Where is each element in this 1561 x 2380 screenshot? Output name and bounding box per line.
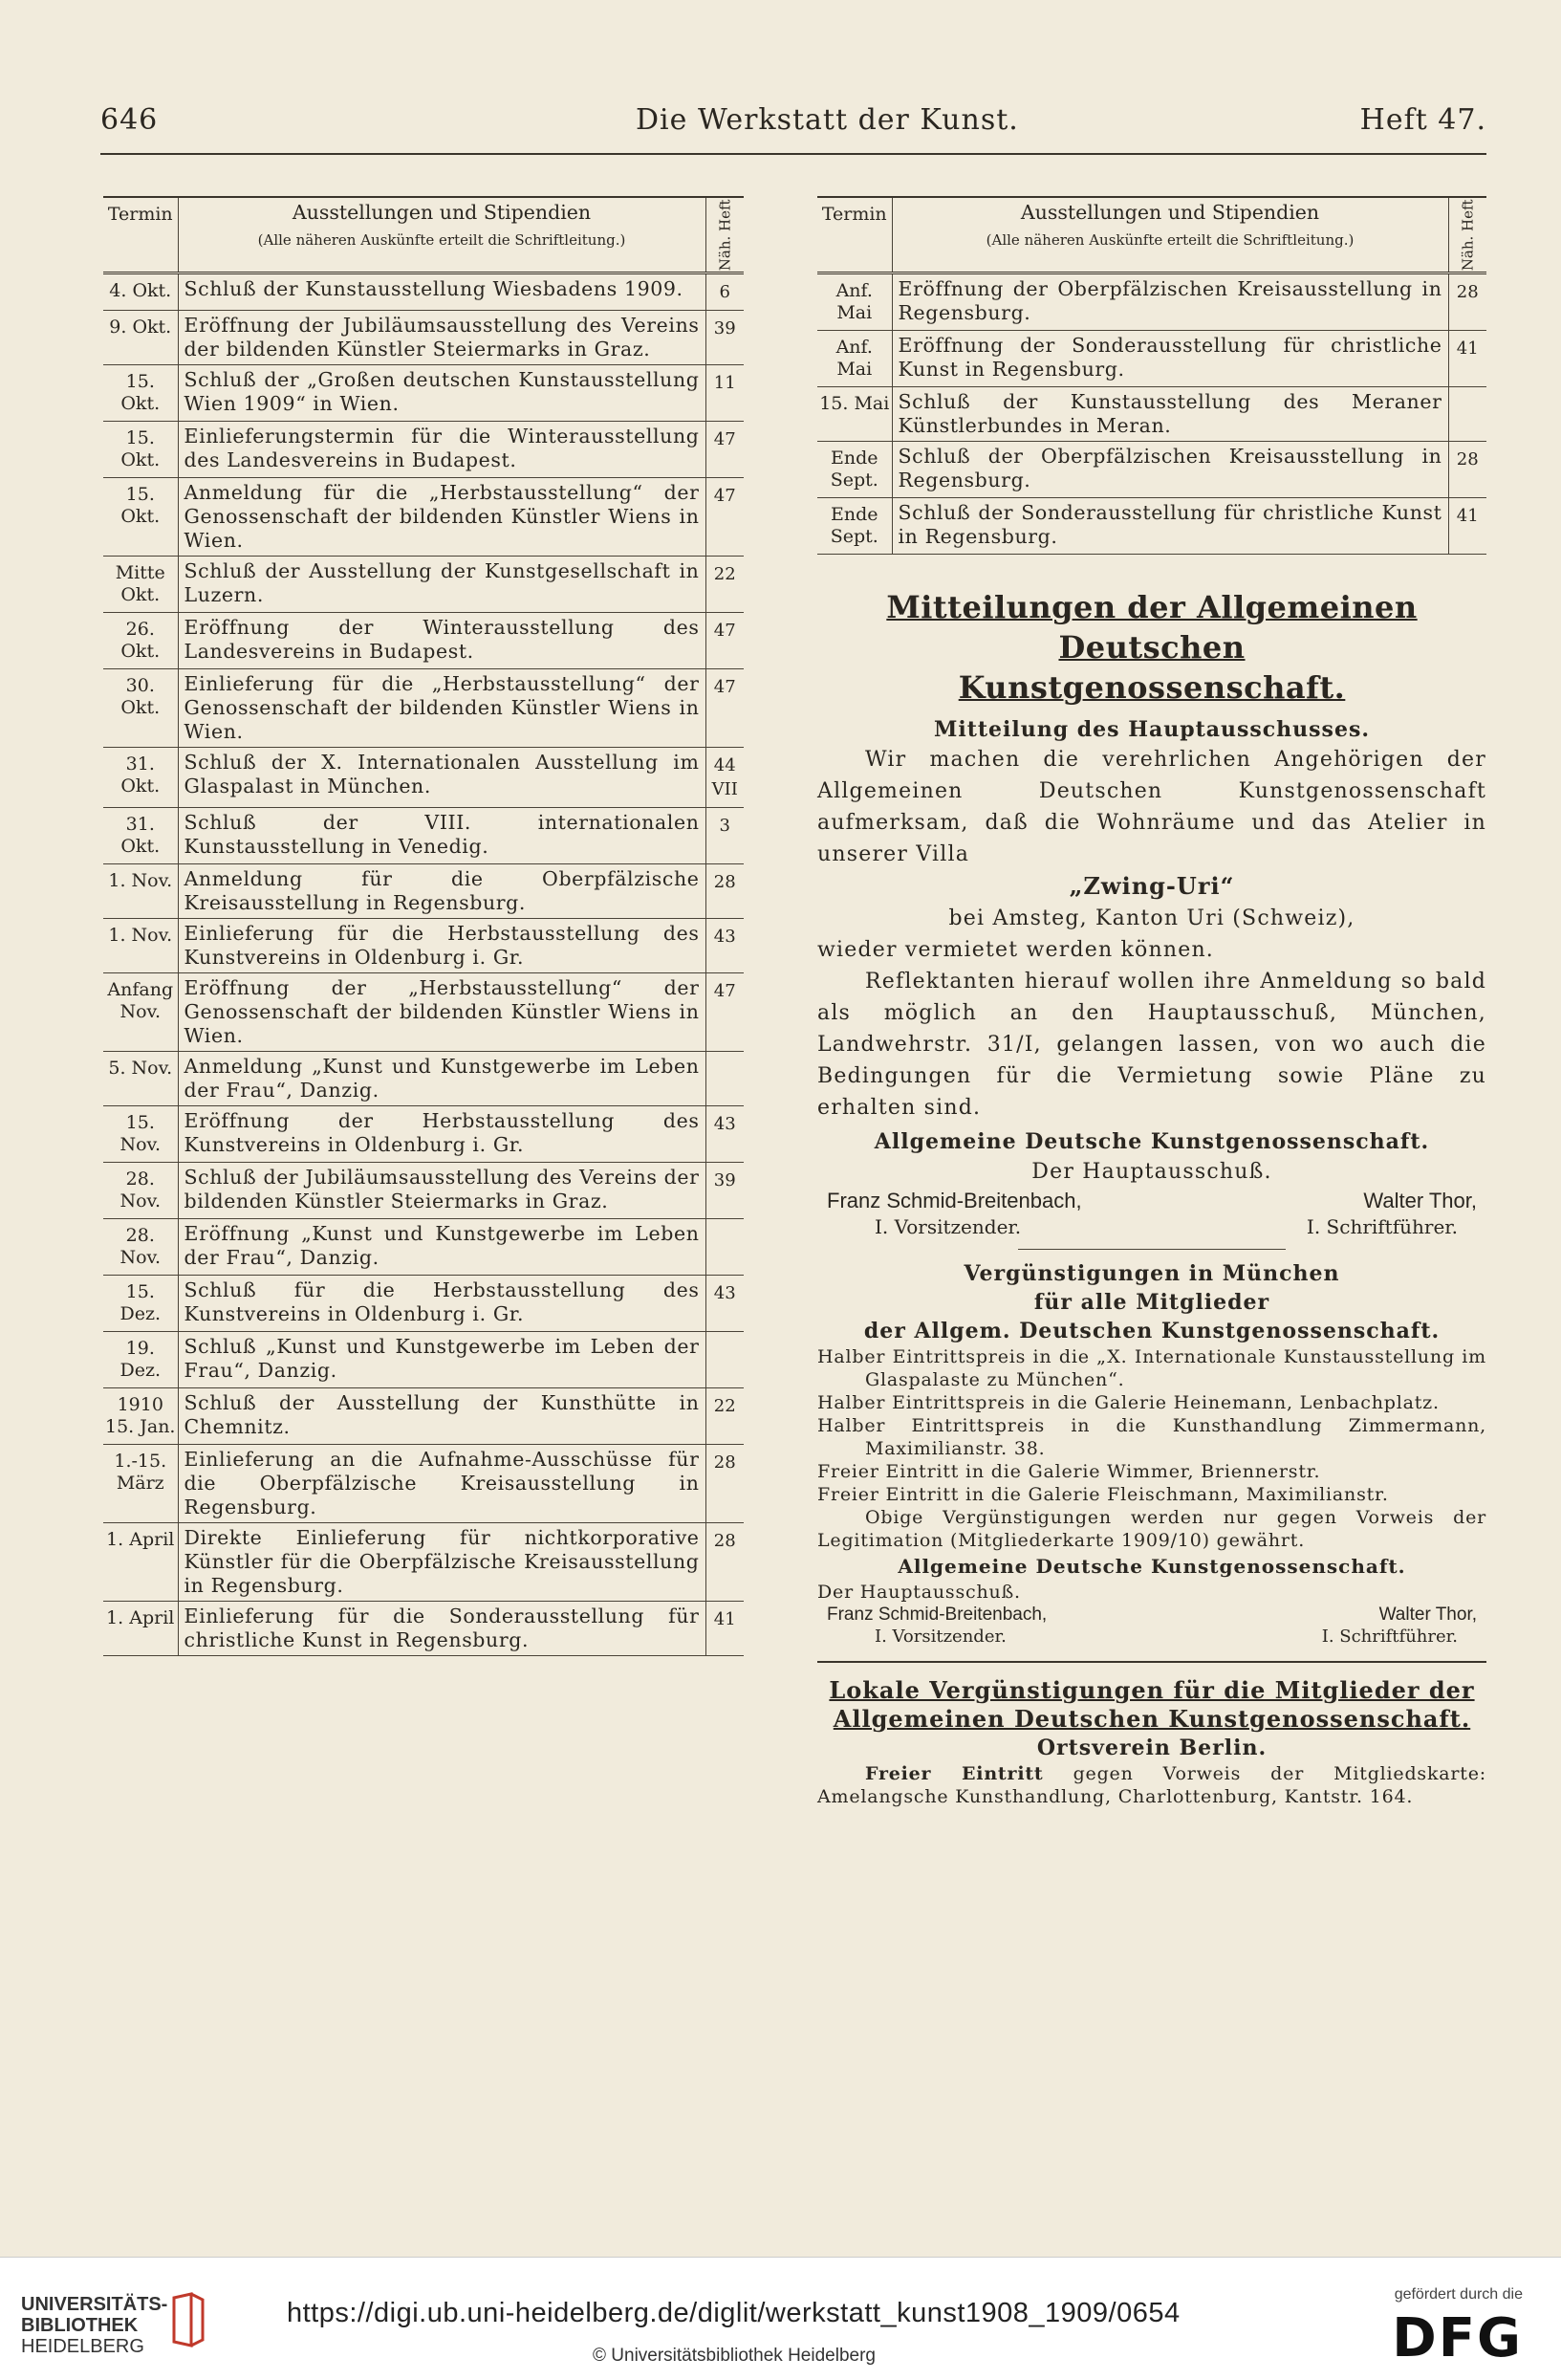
row-termin: 1. Nov. — [103, 919, 178, 973]
row-heft: 41 — [1448, 331, 1486, 387]
villa-location: bei Amsteg, Kanton Uri (Schweiz), — [948, 906, 1355, 930]
row-heft: 28 — [1448, 273, 1486, 331]
header-rule — [100, 153, 1486, 155]
row-description: Einlieferungstermin für die Winterausstellung des Landesvereins in Budapest. — [178, 422, 705, 478]
row-termin: 31. Okt. — [103, 748, 178, 808]
ortsverein-heading: Ortsverein Berlin. — [1036, 1736, 1268, 1760]
signature-roles — [817, 1214, 1486, 1239]
col-header-title — [892, 197, 1448, 273]
exhibitions-table-left — [103, 196, 744, 1656]
row-description: Eröffnung der Jubiläumsausstellung des Vereins der bildenden Künstler Steiermarks in Graz. — [178, 311, 705, 365]
row-heft: 3 — [705, 808, 744, 864]
row-description: Einlieferung für die Herbstausstellung des Kunstvereins in Oldenburg i. Gr. — [178, 919, 705, 973]
mitteilung-para2: wieder vermietet werden können. — [817, 938, 1215, 962]
table-row — [103, 973, 744, 1052]
row-description: Eröffnung „Kunst und Kunstgewerbe im Leben der Frau“, Danzig. — [178, 1219, 705, 1276]
row-description: Eröffnung der „Herbstausstellung“ der Genossenschaft der bildenden Künstler Wiens in Wien. — [178, 973, 705, 1052]
heft-label: Näh. Heft — [715, 199, 733, 272]
running-header — [100, 103, 1486, 151]
table-row — [817, 331, 1486, 387]
table-title: Ausstellungen und Stipendien — [292, 201, 592, 224]
lokale-heading-1: Lokale Vergünstigungen für die Mitglieder der — [829, 1676, 1475, 1704]
table-row — [103, 365, 744, 422]
signatory-1-name: Franz Schmid-Breitenbach, — [827, 1605, 1048, 1625]
verg-list-item: Freier Eintritt in die Galerie Fleischmann, Maximilianstr. — [817, 1484, 1389, 1505]
table-row — [817, 387, 1486, 442]
mitteilungen-section — [817, 587, 1486, 1250]
table-row — [103, 669, 744, 748]
right-column — [817, 196, 1486, 1808]
row-heft: 39 — [705, 1163, 744, 1219]
mitteilung-para1: Wir machen die verehrlichen Angehörigen der Allgemeinen Deutschen Kunstgenossenschaft aufmerksam, daß die Wohnräume und das Atelier in unserer Villa — [817, 748, 1486, 866]
mitteilungen-heading-2: Kunstgenossenschaft. — [958, 669, 1346, 706]
col-header-title — [178, 197, 705, 273]
row-description: Anmeldung für die Oberpfälzische Kreisausstellung in Regensburg. — [178, 864, 705, 919]
row-heft: 28 — [705, 864, 744, 919]
row-heft — [705, 1219, 744, 1276]
row-description: Anmeldung „Kunst und Kunstgewerbe im Leben der Frau“, Danzig. — [178, 1052, 705, 1106]
table-row — [103, 1276, 744, 1332]
verg-list-item: Halber Eintrittspreis in die Galerie Heinemann, Lenbachplatz. — [817, 1392, 1440, 1413]
lokale-text — [817, 1762, 1486, 1808]
table-row — [103, 1106, 744, 1163]
row-termin: 4. Okt. — [103, 273, 178, 311]
left-table-body — [103, 273, 744, 1656]
row-termin: Anf. Mai — [817, 273, 892, 331]
signatory-2-name: Walter Thor, — [1378, 1605, 1477, 1625]
row-description: Schluß der VIII. internationalen Kunstausstellung in Venedig. — [178, 808, 705, 864]
signatory-2-name: Walter Thor, — [1363, 1189, 1477, 1212]
lokale-heading-2: Allgemeinen Deutschen Kunstgenossenschaft. — [833, 1705, 1471, 1733]
table-row — [103, 557, 744, 613]
row-description: Direkte Einlieferung für nichtkorporative Künstler für die Oberpfälzische Kreisausstellung in Regensburg. — [178, 1523, 705, 1602]
row-termin: 19. Dez. — [103, 1332, 178, 1388]
row-termin: 9. Okt. — [103, 311, 178, 365]
row-description: Schluß der Ausstellung der Kunstgesellschaft in Luzern. — [178, 557, 705, 613]
row-description: Schluß der Kunstausstellung Wiesbadens 1909. — [178, 273, 705, 311]
verg-list-item: Halber Eintrittspreis in die „X. Internationale Kunstausstellung im Glaspalaste zu München“. — [817, 1346, 1486, 1390]
row-termin: Ende Sept. — [817, 442, 892, 498]
row-heft: 41 — [1448, 498, 1486, 555]
row-termin: 1. Nov. — [103, 864, 178, 919]
row-description: Anmeldung für die „Herbstausstellung“ der Genossenschaft der bildenden Künstler Wiens in Wien. — [178, 478, 705, 557]
signatory-1-name: Franz Schmid-Breitenbach, — [827, 1189, 1082, 1212]
row-heft: 39 — [705, 311, 744, 365]
row-termin: 30. Okt. — [103, 669, 178, 748]
row-termin: 15. Okt. — [103, 478, 178, 557]
row-heft: 28 — [705, 1523, 744, 1602]
signatory-1-role: I. Vorsitzender. — [875, 1627, 1007, 1647]
row-heft: 6 — [705, 273, 744, 311]
exhibitions-table-right — [817, 196, 1486, 555]
col-header-termin: Termin — [817, 197, 892, 273]
permalink-url[interactable]: https://digi.ub.uni-heidelberg.de/diglit/werkstatt_kunst1908_1909/0654 — [287, 2298, 1181, 2328]
table-row — [817, 498, 1486, 555]
verg-heading-2: für alle Mitglieder — [1033, 1290, 1270, 1315]
row-heft: 43 — [705, 1106, 744, 1163]
row-heft — [705, 1052, 744, 1106]
row-description: Einlieferung an die Aufnahme-Ausschüsse für die Oberpfälzische Kreisausstellung in Regensburg. — [178, 1445, 705, 1523]
signature-names — [817, 1188, 1486, 1214]
signature-names — [817, 1604, 1486, 1627]
verg-note: Obige Vergünstigungen werden nur gegen Vorweis der Legitimation (Mitgliederkarte 1909/10) gewährt. — [817, 1507, 1486, 1551]
row-termin: 15. Okt. — [103, 422, 178, 478]
row-heft: 11 — [705, 365, 744, 422]
journal-title: Die Werkstatt der Kunst. — [636, 103, 1019, 137]
library-name — [21, 2294, 167, 2357]
row-heft: 41 — [705, 1602, 744, 1656]
row-heft: 28 — [1448, 442, 1486, 498]
row-heft: 47 — [705, 422, 744, 478]
table-row — [103, 273, 744, 311]
row-description: Schluß „Kunst und Kunstgewerbe im Leben der Frau“, Danzig. — [178, 1332, 705, 1388]
row-termin: 15. Mai — [817, 387, 892, 442]
row-description: Einlieferung für die „Herbstausstellung“ der Genossenschaft der bildenden Künstler Wiens in Wien. — [178, 669, 705, 748]
library-line-3: HEIDELBERG — [21, 2336, 144, 2357]
verg-list-item: Freier Eintritt in die Galerie Wimmer, Briennerstr. — [817, 1461, 1321, 1482]
issue-number: Heft 47. — [1359, 103, 1486, 137]
table-row — [103, 613, 744, 669]
row-termin: 31. Okt. — [103, 808, 178, 864]
row-description: Schluß für die Herbstausstellung des Kunstvereins in Oldenburg i. Gr. — [178, 1276, 705, 1332]
row-description: Einlieferung für die Sonderausstellung für christliche Kunst in Regensburg. — [178, 1602, 705, 1656]
copyright-notice: © Universitätsbibliothek Heidelberg — [593, 2346, 876, 2366]
mitteilung-subheading: Mitteilung des Hauptausschusses. — [933, 717, 1370, 742]
row-termin: 28. Nov. — [103, 1219, 178, 1276]
row-termin: 15. Nov. — [103, 1106, 178, 1163]
library-line-1: UNIVERSITÄTS- — [21, 2294, 168, 2315]
row-termin: 1. April — [103, 1523, 178, 1602]
row-heft: 43 — [705, 1276, 744, 1332]
table-row — [817, 442, 1486, 498]
org-name: Allgemeine Deutsche Kunstgenossenschaft. — [898, 1555, 1406, 1578]
row-heft: 22 — [705, 557, 744, 613]
row-termin: 1910 15. Jan. — [103, 1388, 178, 1445]
row-termin: 28. Nov. — [103, 1163, 178, 1219]
row-termin: 1.-15. März — [103, 1445, 178, 1523]
table-row — [103, 864, 744, 919]
table-row — [103, 311, 744, 365]
row-description: Schluß der Kunstausstellung des Meraner Künstlerbundes in Meran. — [892, 387, 1448, 442]
table-row — [103, 1523, 744, 1602]
row-heft: 47 — [705, 669, 744, 748]
heft-label: Näh. Heft — [1458, 199, 1476, 272]
col-header-heft — [1448, 197, 1486, 273]
table-title: Ausstellungen und Stipendien — [1020, 201, 1320, 224]
table-row — [103, 919, 744, 973]
row-description: Eröffnung der Oberpfälzischen Kreisausstellung in Regensburg. — [892, 273, 1448, 331]
section-divider — [1018, 1249, 1286, 1250]
table-row — [103, 1163, 744, 1219]
table-row — [103, 808, 744, 864]
left-column — [103, 196, 744, 1656]
row-description: Schluß der Jubiläumsausstellung des Vereins der bildenden Künstler Steiermarks in Graz. — [178, 1163, 705, 1219]
row-heft: 44 VII — [705, 748, 744, 808]
row-heft: 28 — [705, 1445, 744, 1523]
org-body: Der Hauptausschuß. — [1031, 1160, 1272, 1184]
table-row — [103, 1052, 744, 1106]
library-line-2: BIBLIOTHEK — [21, 2315, 139, 2336]
table-subtitle: (Alle näheren Auskünfte erteilt die Schriftleitung.) — [986, 231, 1355, 249]
verg-list-item: Halber Eintrittspreis in die Kunsthandlung Zimmermann, Maximilianstr. 38. — [817, 1415, 1486, 1459]
row-heft: 22 — [705, 1388, 744, 1445]
col-header-termin: Termin — [103, 197, 178, 273]
row-heft — [1448, 387, 1486, 442]
row-description: Eröffnung der Winterausstellung des Landesvereins in Budapest. — [178, 613, 705, 669]
signatory-1-role: I. Vorsitzender. — [875, 1215, 1022, 1238]
row-termin: Mitte Okt. — [103, 557, 178, 613]
table-row — [103, 748, 744, 808]
right-table-body — [817, 273, 1486, 555]
row-description: Schluß der Sonderausstellung für christliche Kunst in Regensburg. — [892, 498, 1448, 555]
verg-heading-3: der Allgem. Deutschen Kunstgenossenschaft. — [863, 1319, 1441, 1343]
row-heft — [705, 1332, 744, 1388]
mitteilung-para3: Reflektanten hierauf wollen ihre Anmeldung so bald als möglich an den Hauptausschuß, München, Landwehrstr. 31/I, gelangen lassen, von wo auch die Bedingungen für die Vermietung sowie Pläne zu erhalten sind. — [817, 970, 1486, 1120]
table-row — [817, 273, 1486, 331]
verguenstigungen-section — [817, 1259, 1486, 1663]
row-termin: 1. April — [103, 1602, 178, 1656]
page-number: 646 — [100, 103, 159, 137]
row-heft: 47 — [705, 478, 744, 557]
table-row — [103, 1219, 744, 1276]
table-row — [103, 1602, 744, 1656]
col-header-heft — [705, 197, 744, 273]
lokale-body: gegen Vorweis der Mitgliedskarte: Amelangsche Kunsthandlung, Charlottenburg, Kantstr. 164. — [817, 1763, 1486, 1807]
table-row — [103, 1332, 744, 1388]
dfg-logo: DFG — [1392, 2307, 1523, 2369]
signatory-2-role: I. Schriftführer. — [1321, 1627, 1458, 1647]
row-description: Schluß der X. Internationalen Ausstellung im Glaspalast in München. — [178, 748, 705, 808]
library-logo-icon — [170, 2292, 206, 2347]
row-heft: 47 — [705, 613, 744, 669]
row-description: Schluß der Ausstellung der Kunsthütte in Chemnitz. — [178, 1388, 705, 1445]
verg-list — [817, 1345, 1486, 1506]
row-heft: 47 — [705, 973, 744, 1052]
viewer-footer — [0, 2257, 1561, 2380]
signatory-2-role: I. Schriftführer. — [1306, 1215, 1458, 1238]
funded-by-label: gefördert durch die — [1394, 2286, 1523, 2303]
lokale-section — [817, 1676, 1486, 1808]
table-row — [103, 478, 744, 557]
row-description: Schluß der Oberpfälzischen Kreisausstellung in Regensburg. — [892, 442, 1448, 498]
signature-roles — [817, 1627, 1486, 1648]
row-description: Schluß der „Großen deutschen Kunstausstellung Wien 1909“ in Wien. — [178, 365, 705, 422]
row-description: Eröffnung der Sonderausstellung für christliche Kunst in Regensburg. — [892, 331, 1448, 387]
row-heft: 43 — [705, 919, 744, 973]
org-body: Der Hauptausschuß. — [817, 1582, 1021, 1603]
table-row — [103, 422, 744, 478]
row-termin: 15. Dez. — [103, 1276, 178, 1332]
org-name: Allgemeine Deutsche Kunstgenossenschaft. — [874, 1129, 1430, 1154]
table-subtitle: (Alle näheren Auskünfte erteilt die Schriftleitung.) — [257, 231, 626, 249]
section-divider — [817, 1661, 1486, 1663]
row-termin: 5. Nov. — [103, 1052, 178, 1106]
row-termin: Anfang Nov. — [103, 973, 178, 1052]
table-row — [103, 1445, 744, 1523]
lokale-lead: Freier Eintritt — [865, 1763, 1044, 1784]
row-termin: 15. Okt. — [103, 365, 178, 422]
verg-heading-1: Vergünstigungen in München — [964, 1261, 1340, 1286]
mitteilungen-heading-1: Mitteilungen der Allgemeinen Deutschen — [886, 589, 1418, 666]
row-termin: 26. Okt. — [103, 613, 178, 669]
table-row — [103, 1388, 744, 1445]
row-description: Eröffnung der Herbstausstellung des Kunstvereins in Oldenburg i. Gr. — [178, 1106, 705, 1163]
row-termin: Anf. Mai — [817, 331, 892, 387]
villa-name: „Zwing-Uri“ — [1069, 872, 1235, 900]
row-termin: Ende Sept. — [817, 498, 892, 555]
